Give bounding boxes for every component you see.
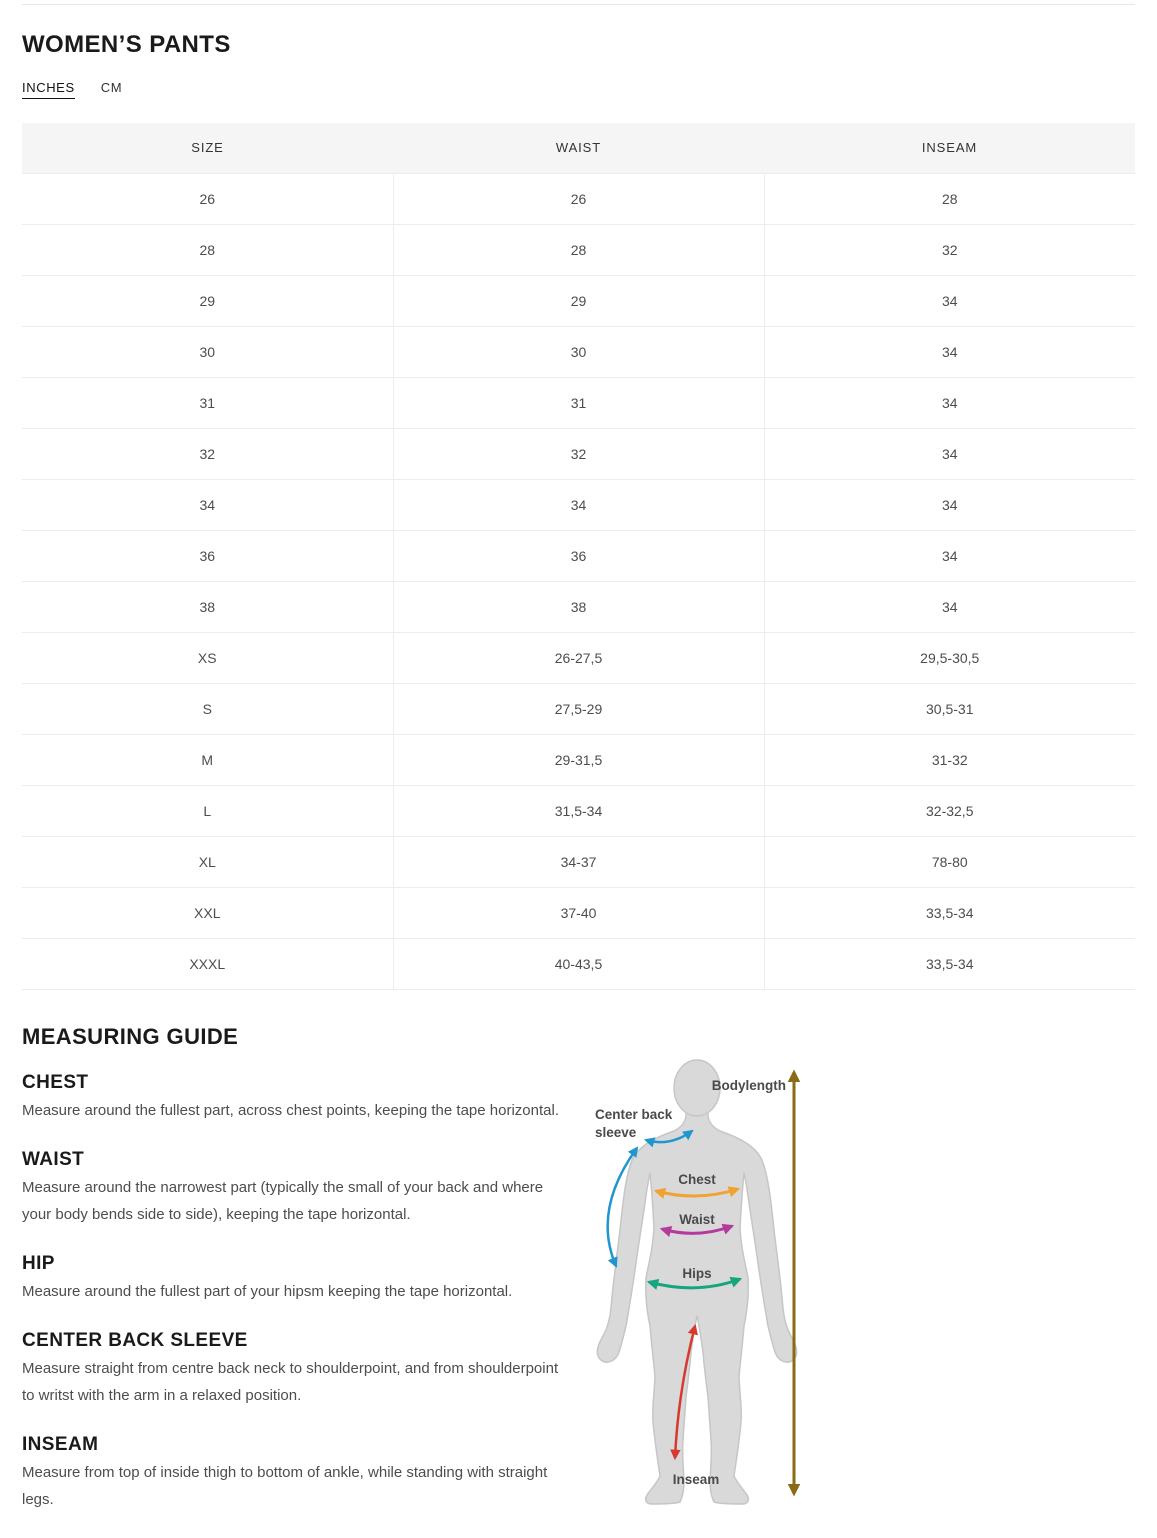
table-cell: 32 [393,428,764,479]
center-back-sleeve-label-line2: sleeve [595,1124,637,1140]
table-cell: 36 [22,530,393,581]
chest-label: Chest [678,1171,716,1187]
guide-item [22,1434,562,1513]
table-row [22,887,1135,938]
guide-item [22,1149,562,1228]
table-row [22,785,1135,836]
guide-items [22,1054,562,1538]
column-header-waist: WAIST [393,123,764,173]
table-cell: 34 [22,479,393,530]
table-cell: 31 [22,377,393,428]
table-row [22,938,1135,989]
measuring-guide-title: MEASURING GUIDE [22,1023,239,1049]
top-divider [22,4,1135,5]
table-cell: 29 [22,275,393,326]
table-row [22,326,1135,377]
table-cell: 31-32 [764,734,1135,785]
table-row [22,683,1135,734]
table-cell: 33,5-34 [764,938,1135,989]
table-cell: 34 [764,377,1135,428]
center-back-sleeve-label-line1: Center back [595,1106,673,1122]
tab-inches[interactable]: INCHES [22,80,75,99]
guide-item-text: Measure around the fullest part, across chest points, keeping the tape horizontal. [22,1101,559,1119]
table-cell: 26 [22,173,393,224]
table-cell: 34 [764,479,1135,530]
guide-item [22,1253,562,1305]
hips-label: Hips [682,1265,712,1281]
table-cell: 26-27,5 [393,632,764,683]
table-cell: XXXL [22,938,393,989]
guide-item-heading: HIP [22,1252,55,1274]
table-cell: 37-40 [393,887,764,938]
table-cell: 78-80 [764,836,1135,887]
guide-item [22,1072,562,1124]
table-cell: 34 [764,326,1135,377]
guide-item-text: Measure around the fullest part of your hipsm keeping the tape horizontal. [22,1282,513,1300]
body-silhouette [597,1110,796,1504]
table-header-row [22,123,1135,173]
table-row [22,581,1135,632]
guide-item-heading: WAIST [22,1148,85,1170]
table-cell: 29 [393,275,764,326]
size-guide-page [0,4,1157,1538]
guide-item-heading: CENTER BACK SLEEVE [22,1329,248,1351]
table-cell: XXL [22,887,393,938]
table-cell: 34 [764,428,1135,479]
guide-item [22,1330,562,1409]
table-row [22,377,1135,428]
table-cell: XL [22,836,393,887]
guide-item-heading: INSEAM [22,1433,99,1455]
measuring-figure [562,1052,882,1538]
table-cell: 32-32,5 [764,785,1135,836]
table-cell: 32 [22,428,393,479]
table-cell: 34 [764,530,1135,581]
table-cell: 27,5-29 [393,683,764,734]
size-chart-table [22,123,1135,990]
table-cell: 34 [764,581,1135,632]
table-cell: 30,5-31 [764,683,1135,734]
table-row [22,275,1135,326]
table-cell: 40-43,5 [393,938,764,989]
guide-item-text: Measure around the narrowest part (typically the small of your back and where your body bends side to side), keeping the tape horizontal. [22,1178,544,1223]
guide-item-text: Measure from top of inside thigh to bottom of ankle, while standing with straight legs. [22,1463,548,1508]
table-row [22,836,1135,887]
table-cell: 30 [22,326,393,377]
table-cell: 31,5-34 [393,785,764,836]
table-cell: L [22,785,393,836]
guide-item-text: Measure straight from centre back neck to shoulderpoint, and from shoulderpoint to writst with the arm in a relaxed position. [22,1359,559,1404]
bodylength-label: Bodylength [711,1077,786,1093]
table-cell: 30 [393,326,764,377]
table-cell: 29-31,5 [393,734,764,785]
table-cell: 29,5-30,5 [764,632,1135,683]
table-cell: 28 [393,224,764,275]
table-cell: 34-37 [393,836,764,887]
table-cell: 34 [393,479,764,530]
guide-item-heading: CHEST [22,1071,89,1093]
unit-tabs [22,80,1135,99]
table-row [22,173,1135,224]
measuring-guide-section [22,1054,1135,1538]
table-row [22,479,1135,530]
table-cell: 26 [393,173,764,224]
tab-cm[interactable]: CM [100,80,123,95]
table-cell: 38 [393,581,764,632]
table-cell: S [22,683,393,734]
table-cell: XS [22,632,393,683]
table-row [22,632,1135,683]
table-cell: 31 [393,377,764,428]
table-cell: 28 [764,173,1135,224]
table-cell: M [22,734,393,785]
waist-label: Waist [679,1211,715,1227]
table-row [22,224,1135,275]
table-cell: 36 [393,530,764,581]
body-measurement-diagram [562,1052,882,1523]
table-cell: 33,5-34 [764,887,1135,938]
table-row [22,428,1135,479]
table-row [22,530,1135,581]
table-cell: 32 [764,224,1135,275]
table-cell: 34 [764,275,1135,326]
inseam-label: Inseam [672,1471,720,1487]
page-title: WOMEN’S PANTS [22,31,231,58]
column-header-inseam: INSEAM [764,123,1135,173]
table-cell: 28 [22,224,393,275]
table-cell: 38 [22,581,393,632]
column-header-size: SIZE [22,123,393,173]
table-row [22,734,1135,785]
